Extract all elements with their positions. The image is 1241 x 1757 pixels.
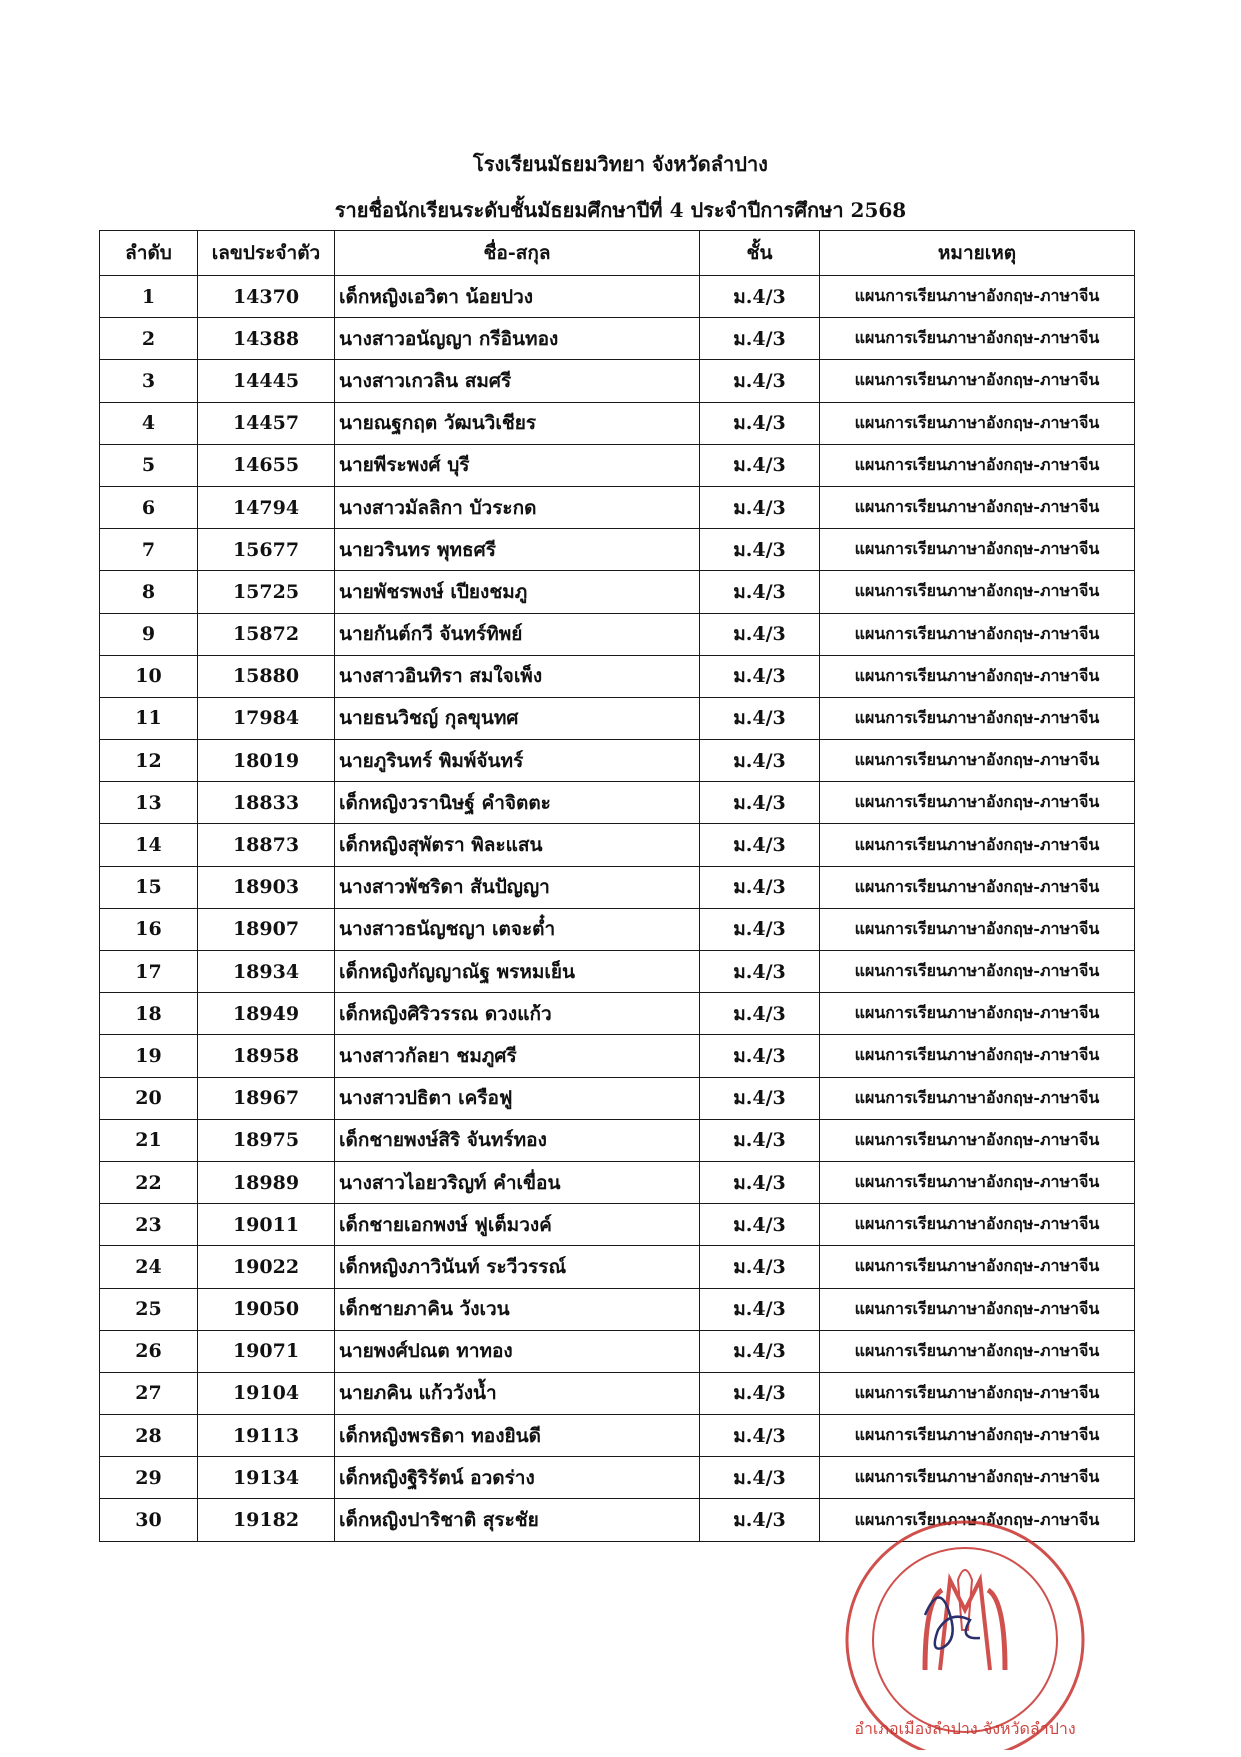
cell-order: 8 — [100, 571, 198, 613]
cell-student-id: 15872 — [198, 613, 335, 655]
table-row — [100, 951, 1135, 993]
cell-student-id: 18975 — [198, 1119, 335, 1161]
cell-student-name: เด็กหญิงเอวิตา น้อยปวง — [335, 276, 700, 318]
cell-remark: แผนการเรียนภาษาอังกฤษ-ภาษาจีน — [820, 1457, 1135, 1499]
table-row — [100, 613, 1135, 655]
cell-student-name: เด็กหญิงพรธิดา ทองยินดี — [335, 1415, 700, 1457]
cell-student-id: 18907 — [198, 908, 335, 950]
column-header-class: ชั้น — [700, 231, 820, 276]
cell-remark: แผนการเรียนภาษาอังกฤษ-ภาษาจีน — [820, 529, 1135, 571]
cell-student-name: นายวรินทร พุทธศรี — [335, 529, 700, 571]
cell-order: 16 — [100, 908, 198, 950]
cell-student-name: นางสาวพัชริดา สันปัญญา — [335, 866, 700, 908]
cell-class: ม.4/3 — [700, 1499, 820, 1541]
cell-order: 19 — [100, 1035, 198, 1077]
cell-order: 2 — [100, 318, 198, 360]
cell-remark: แผนการเรียนภาษาอังกฤษ-ภาษาจีน — [820, 613, 1135, 655]
cell-order: 7 — [100, 529, 198, 571]
cell-order: 5 — [100, 444, 198, 486]
cell-class: ม.4/3 — [700, 1035, 820, 1077]
cell-student-id: 18903 — [198, 866, 335, 908]
cell-order: 21 — [100, 1119, 198, 1161]
cell-class: ม.4/3 — [700, 951, 820, 993]
cell-student-name: นางสาวเกวลิน สมศรี — [335, 360, 700, 402]
cell-student-id: 18958 — [198, 1035, 335, 1077]
cell-remark: แผนการเรียนภาษาอังกฤษ-ภาษาจีน — [820, 1204, 1135, 1246]
cell-student-id: 18019 — [198, 740, 335, 782]
column-header-order: ลำดับ — [100, 231, 198, 276]
cell-student-name: เด็กหญิงสุพัตรา พิละแสน — [335, 824, 700, 866]
table-row — [100, 908, 1135, 950]
student-roster-table — [99, 230, 1135, 1542]
cell-remark: แผนการเรียนภาษาอังกฤษ-ภาษาจีน — [820, 486, 1135, 528]
cell-order: 29 — [100, 1457, 198, 1499]
cell-student-name: เด็กหญิงวรานิษฐ์ คำจิตตะ — [335, 782, 700, 824]
table-row — [100, 655, 1135, 697]
table-row — [100, 740, 1135, 782]
cell-order: 27 — [100, 1372, 198, 1414]
cell-remark: แผนการเรียนภาษาอังกฤษ-ภาษาจีน — [820, 866, 1135, 908]
cell-remark: แผนการเรียนภาษาอังกฤษ-ภาษาจีน — [820, 908, 1135, 950]
cell-remark: แผนการเรียนภาษาอังกฤษ-ภาษาจีน — [820, 951, 1135, 993]
cell-student-id: 19011 — [198, 1204, 335, 1246]
cell-student-id: 14388 — [198, 318, 335, 360]
cell-remark: แผนการเรียนภาษาอังกฤษ-ภาษาจีน — [820, 1035, 1135, 1077]
cell-class: ม.4/3 — [700, 1119, 820, 1161]
cell-student-name: เด็กชายภาคิน วังเวน — [335, 1288, 700, 1330]
cell-student-name: นายธนวิชญ์ กุลขุนทศ — [335, 697, 700, 739]
cell-student-id: 19182 — [198, 1499, 335, 1541]
cell-order: 10 — [100, 655, 198, 697]
cell-remark: แผนการเรียนภาษาอังกฤษ-ภาษาจีน — [820, 824, 1135, 866]
table-row — [100, 276, 1135, 318]
cell-remark: แผนการเรียนภาษาอังกฤษ-ภาษาจีน — [820, 318, 1135, 360]
table-row — [100, 571, 1135, 613]
cell-student-name: นางสาวกัลยา ชมภูศรี — [335, 1035, 700, 1077]
cell-student-id: 19050 — [198, 1288, 335, 1330]
cell-student-id: 18873 — [198, 824, 335, 866]
cell-student-id: 19113 — [198, 1415, 335, 1457]
column-header-student-id: เลขประจำตัว — [198, 231, 335, 276]
cell-remark: แผนการเรียนภาษาอังกฤษ-ภาษาจีน — [820, 993, 1135, 1035]
cell-order: 11 — [100, 697, 198, 739]
cell-class: ม.4/3 — [700, 486, 820, 528]
cell-student-name: เด็กชายพงษ์สิริ จันทร์ทอง — [335, 1119, 700, 1161]
cell-student-id: 18967 — [198, 1077, 335, 1119]
cell-remark: แผนการเรียนภาษาอังกฤษ-ภาษาจีน — [820, 276, 1135, 318]
cell-remark: แผนการเรียนภาษาอังกฤษ-ภาษาจีน — [820, 444, 1135, 486]
cell-student-name: นางสาวอินทิรา สมใจเพ็ง — [335, 655, 700, 697]
cell-class: ม.4/3 — [700, 993, 820, 1035]
cell-student-id: 17984 — [198, 697, 335, 739]
cell-student-id: 18833 — [198, 782, 335, 824]
table-row — [100, 486, 1135, 528]
cell-order: 22 — [100, 1161, 198, 1203]
table-row — [100, 824, 1135, 866]
cell-class: ม.4/3 — [700, 444, 820, 486]
cell-remark: แผนการเรียนภาษาอังกฤษ-ภาษาจีน — [820, 571, 1135, 613]
cell-student-id: 15677 — [198, 529, 335, 571]
table-row — [100, 529, 1135, 571]
school-seal-icon — [830, 1520, 1100, 1750]
table-row — [100, 360, 1135, 402]
seal-text: อำเภอเมืองลำปาง จังหวัดลำปาง — [854, 1719, 1076, 1738]
cell-order: 28 — [100, 1415, 198, 1457]
document-subtitle: รายชื่อนักเรียนระดับชั้นมัธยมศึกษาปีที่ 4 ประจำปีการศึกษา 2568 — [334, 198, 907, 222]
cell-student-name: นางสาวอนัญญา กรีอินทอง — [335, 318, 700, 360]
table-row — [100, 444, 1135, 486]
cell-class: ม.4/3 — [700, 360, 820, 402]
cell-order: 17 — [100, 951, 198, 993]
cell-class: ม.4/3 — [700, 1288, 820, 1330]
cell-student-name: นายกันต์กวี จันทร์ทิพย์ — [335, 613, 700, 655]
cell-student-name: นายพีระพงศ์ บุรี — [335, 444, 700, 486]
table-row — [100, 1288, 1135, 1330]
cell-class: ม.4/3 — [700, 1457, 820, 1499]
cell-student-name: นางสาวไอยวริญท์ คำเขื่อน — [335, 1161, 700, 1203]
cell-class: ม.4/3 — [700, 866, 820, 908]
cell-order: 14 — [100, 824, 198, 866]
cell-student-name: นายภคิน แก้ววังน้ำ — [335, 1372, 700, 1414]
cell-student-id: 15725 — [198, 571, 335, 613]
table-row — [100, 1457, 1135, 1499]
table-row — [100, 1204, 1135, 1246]
cell-class: ม.4/3 — [700, 1077, 820, 1119]
cell-order: 13 — [100, 782, 198, 824]
cell-class: ม.4/3 — [700, 740, 820, 782]
cell-student-id: 14655 — [198, 444, 335, 486]
table-row — [100, 1415, 1135, 1457]
cell-class: ม.4/3 — [700, 1161, 820, 1203]
table-header-row — [100, 231, 1135, 276]
cell-student-id: 18989 — [198, 1161, 335, 1203]
cell-order: 9 — [100, 613, 198, 655]
cell-student-name: นางสาวปธิตา เครือฟู — [335, 1077, 700, 1119]
table-row — [100, 697, 1135, 739]
cell-remark: แผนการเรียนภาษาอังกฤษ-ภาษาจีน — [820, 1288, 1135, 1330]
cell-order: 15 — [100, 866, 198, 908]
cell-student-id: 19022 — [198, 1246, 335, 1288]
table-body — [100, 276, 1135, 1542]
cell-class: ม.4/3 — [700, 1204, 820, 1246]
cell-class: ม.4/3 — [700, 697, 820, 739]
cell-remark: แผนการเรียนภาษาอังกฤษ-ภาษาจีน — [820, 740, 1135, 782]
cell-remark: แผนการเรียนภาษาอังกฤษ-ภาษาจีน — [820, 1372, 1135, 1414]
cell-student-id: 19104 — [198, 1372, 335, 1414]
cell-class: ม.4/3 — [700, 655, 820, 697]
cell-student-name: เด็กหญิงศิริวรรณ ดวงแก้ว — [335, 993, 700, 1035]
table-row — [100, 866, 1135, 908]
cell-student-name: นายณฐกฤต วัฒนวิเชียร — [335, 402, 700, 444]
cell-class: ม.4/3 — [700, 908, 820, 950]
cell-class: ม.4/3 — [700, 1372, 820, 1414]
cell-order: 26 — [100, 1330, 198, 1372]
cell-order: 1 — [100, 276, 198, 318]
cell-order: 23 — [100, 1204, 198, 1246]
cell-order: 24 — [100, 1246, 198, 1288]
cell-student-name: นางสาวมัลลิกา บัวระกด — [335, 486, 700, 528]
cell-remark: แผนการเรียนภาษาอังกฤษ-ภาษาจีน — [820, 1415, 1135, 1457]
column-header-name: ชื่อ-สกุล — [335, 231, 700, 276]
table-row — [100, 1035, 1135, 1077]
cell-remark: แผนการเรียนภาษาอังกฤษ-ภาษาจีน — [820, 1330, 1135, 1372]
table-row — [100, 782, 1135, 824]
column-header-remark: หมายเหตุ — [820, 231, 1135, 276]
cell-remark: แผนการเรียนภาษาอังกฤษ-ภาษาจีน — [820, 1499, 1135, 1541]
cell-order: 18 — [100, 993, 198, 1035]
cell-student-name: เด็กหญิงฐิริรัตน์ อวดร่าง — [335, 1457, 700, 1499]
cell-student-name: นายพงศ์ปณต ทาทอง — [335, 1330, 700, 1372]
cell-student-id: 18949 — [198, 993, 335, 1035]
cell-order: 30 — [100, 1499, 198, 1541]
cell-class: ม.4/3 — [700, 571, 820, 613]
cell-class: ม.4/3 — [700, 613, 820, 655]
cell-student-id: 18934 — [198, 951, 335, 993]
cell-student-id: 14445 — [198, 360, 335, 402]
table-row — [100, 1372, 1135, 1414]
cell-student-id: 15880 — [198, 655, 335, 697]
cell-student-name: เด็กหญิงกัญญาณัฐ พรหมเย็น — [335, 951, 700, 993]
cell-remark: แผนการเรียนภาษาอังกฤษ-ภาษาจีน — [820, 360, 1135, 402]
cell-remark: แผนการเรียนภาษาอังกฤษ-ภาษาจีน — [820, 1161, 1135, 1203]
cell-student-name: เด็กชายเอกพงษ์ ฟูเต็มวงค์ — [335, 1204, 700, 1246]
cell-student-id: 19134 — [198, 1457, 335, 1499]
cell-remark: แผนการเรียนภาษาอังกฤษ-ภาษาจีน — [820, 1246, 1135, 1288]
cell-order: 12 — [100, 740, 198, 782]
cell-student-name: นายพัชรพงษ์ เปียงชมภู — [335, 571, 700, 613]
cell-student-name: เด็กหญิงปาริชาติ สุระชัย — [335, 1499, 700, 1541]
table-row — [100, 1077, 1135, 1119]
table-row — [100, 318, 1135, 360]
cell-student-id: 14794 — [198, 486, 335, 528]
cell-remark: แผนการเรียนภาษาอังกฤษ-ภาษาจีน — [820, 782, 1135, 824]
cell-student-id: 14457 — [198, 402, 335, 444]
cell-remark: แผนการเรียนภาษาอังกฤษ-ภาษาจีน — [820, 1119, 1135, 1161]
cell-student-name: นางสาวธนัญชญา เตจะต๋ำ — [335, 908, 700, 950]
cell-order: 25 — [100, 1288, 198, 1330]
cell-class: ม.4/3 — [700, 1246, 820, 1288]
cell-order: 20 — [100, 1077, 198, 1119]
table-row — [100, 1330, 1135, 1372]
cell-class: ม.4/3 — [700, 824, 820, 866]
cell-remark: แผนการเรียนภาษาอังกฤษ-ภาษาจีน — [820, 697, 1135, 739]
cell-class: ม.4/3 — [700, 318, 820, 360]
school-title: โรงเรียนมัธยมวิทยา จังหวัดลำปาง — [473, 152, 768, 176]
cell-class: ม.4/3 — [700, 276, 820, 318]
table-row — [100, 1161, 1135, 1203]
cell-remark: แผนการเรียนภาษาอังกฤษ-ภาษาจีน — [820, 402, 1135, 444]
cell-class: ม.4/3 — [700, 1330, 820, 1372]
cell-class: ม.4/3 — [700, 529, 820, 571]
cell-class: ม.4/3 — [700, 402, 820, 444]
cell-student-id: 19071 — [198, 1330, 335, 1372]
cell-order: 4 — [100, 402, 198, 444]
table-row — [100, 1119, 1135, 1161]
cell-student-name: นายภูรินทร์ พิมพ์จันทร์ — [335, 740, 700, 782]
cell-class: ม.4/3 — [700, 1415, 820, 1457]
cell-order: 6 — [100, 486, 198, 528]
table-row — [100, 993, 1135, 1035]
cell-order: 3 — [100, 360, 198, 402]
cell-class: ม.4/3 — [700, 782, 820, 824]
cell-student-name: เด็กหญิงภาวินันท์ ระวีวรรณ์ — [335, 1246, 700, 1288]
table-row — [100, 1246, 1135, 1288]
cell-student-id: 14370 — [198, 276, 335, 318]
cell-remark: แผนการเรียนภาษาอังกฤษ-ภาษาจีน — [820, 655, 1135, 697]
table-row — [100, 402, 1135, 444]
cell-remark: แผนการเรียนภาษาอังกฤษ-ภาษาจีน — [820, 1077, 1135, 1119]
